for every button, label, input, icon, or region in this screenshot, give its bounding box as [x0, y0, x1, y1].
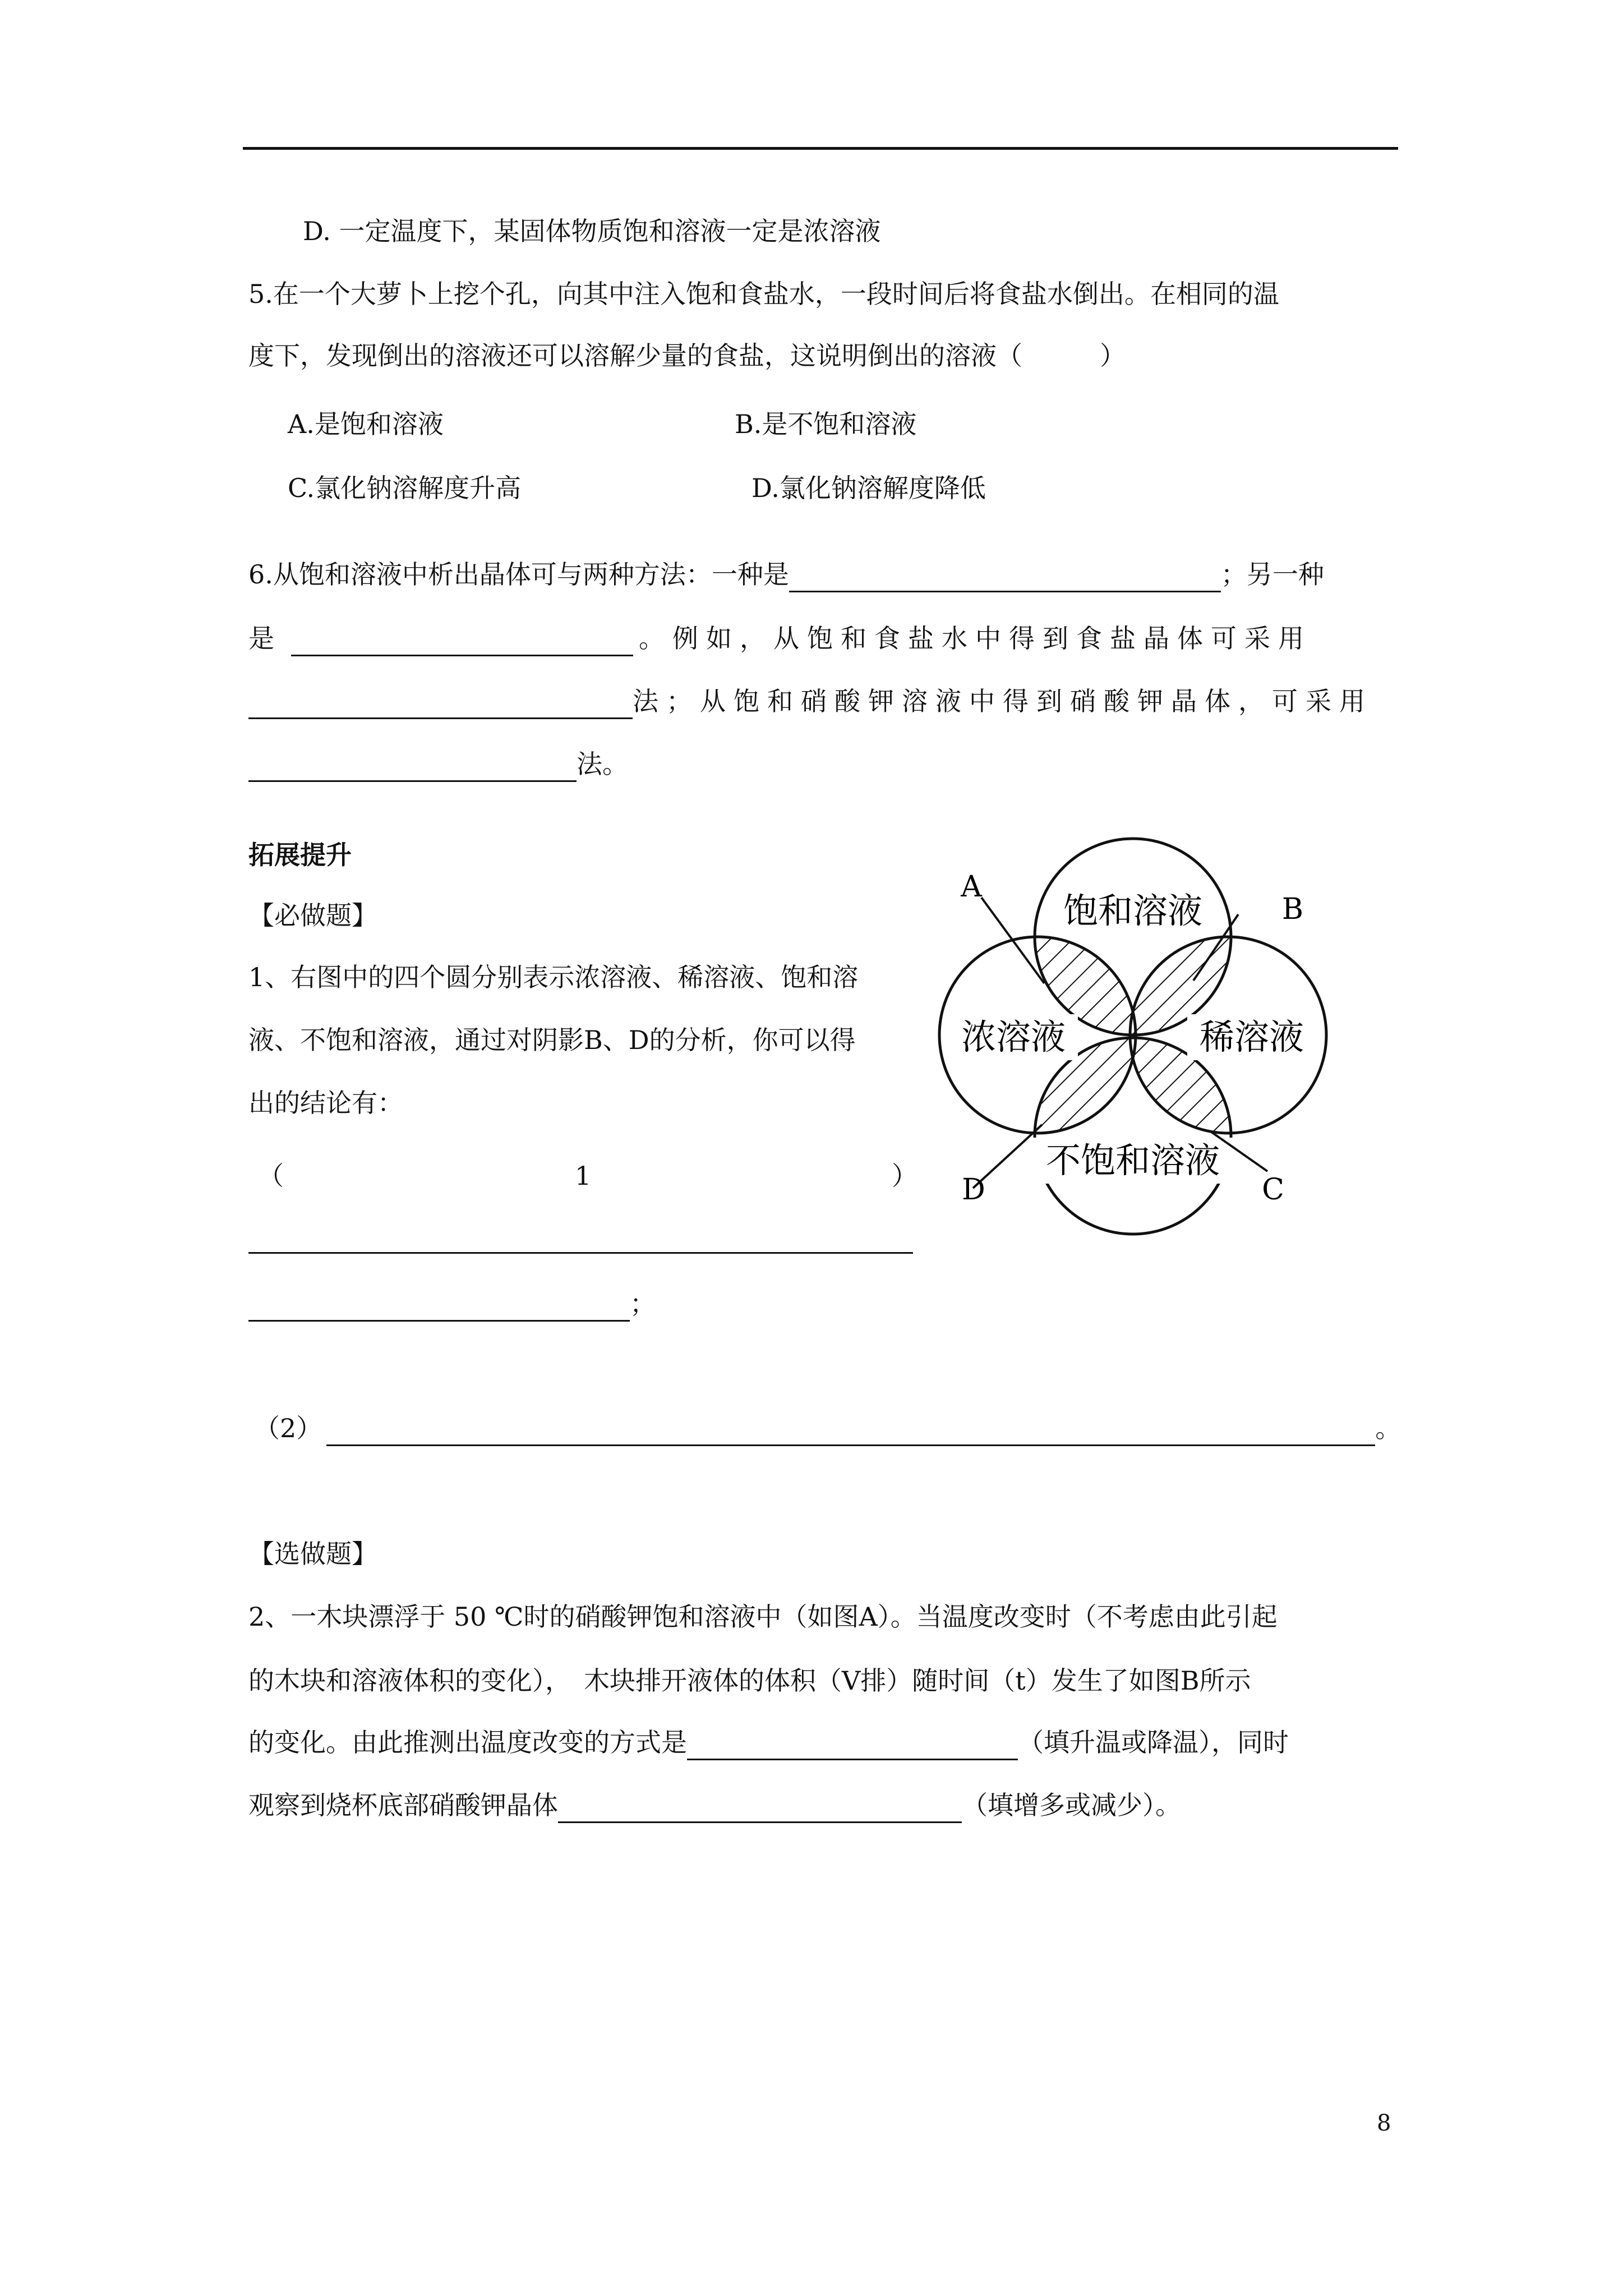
saturated-circle [1035, 839, 1231, 1035]
q1-answer-line-2[interactable] [248, 1292, 630, 1322]
q1-line-5 [248, 1286, 656, 1322]
q2-line3 [248, 1724, 1289, 1760]
q5-option-c: C.氯化钠溶解度升高 [288, 473, 522, 503]
pointer-d: D [962, 1173, 985, 1207]
q6-line1-text: 6.从饱和溶液中析出晶体可与两种方法：一种是 [248, 559, 789, 590]
q2-line3-text: 的变化。由此推测出温度改变的方式是 [248, 1727, 687, 1757]
label-concentrated: 浓溶液 [961, 1016, 1066, 1057]
q5-option-d: D.氯化钠溶解度降低 [751, 473, 986, 503]
q1-answer-line-1[interactable] [248, 1252, 913, 1254]
optional-label: 【选做题】 [248, 1539, 377, 1569]
label-dilute: 稀溶液 [1199, 1016, 1304, 1057]
q5-stem-line2: 度下，发现倒出的溶液还可以溶解少量的食盐，这说明倒出的溶液（ ） [248, 341, 1126, 371]
q1-item2-label: （2） [254, 1413, 322, 1443]
required-label: 【必做题】 [248, 900, 377, 931]
q1-paren-open: （ [258, 1161, 284, 1191]
q2-line4 [248, 1787, 1181, 1823]
q2-blank-1[interactable] [687, 1731, 1018, 1760]
q2-line2: 的木块和溶液体积的变化）， 木块排开液体的体积（V排）随时间（t）发生了如图B所示 [248, 1665, 1251, 1696]
q6-blank-1[interactable] [789, 563, 1221, 592]
q6-line3-tail: 法；从饱和硝酸钾溶液中得到硝酸钾晶体，可采用 [633, 686, 1373, 716]
q1-item2-end: 。 [1375, 1413, 1401, 1443]
pointer-b: B [1281, 892, 1304, 926]
q6-line2-head: 是 [248, 623, 274, 654]
q6-blank-3[interactable] [248, 689, 633, 719]
q6-blank-4[interactable] [248, 752, 577, 782]
q6-line4-tail: 法。 [577, 749, 628, 779]
q1-paren-close: ） [892, 1161, 917, 1191]
q2-line1: 2、一木块漂浮于 50 ℃时的硝酸钾饱和溶液中（如图A）。当温度改变时（不考虑由此引起 [248, 1602, 1278, 1632]
unsaturated-circle [1035, 1038, 1231, 1234]
q5-option-a: A.是饱和溶液 [288, 409, 444, 439]
label-saturated: 饱和溶液 [1063, 890, 1203, 931]
q6-line1-tail: ；另一种 [1220, 559, 1324, 590]
q6-line2 [248, 620, 1312, 656]
q5-stem-line1: 5.在一个大萝卜上挖个孔，向其中注入饱和食盐水，一段时间后将食盐水倒出。在相同的温 [248, 279, 1279, 309]
q1-item-number: 1 [575, 1161, 592, 1191]
q6-line2-tail: 。例如，从饱和食盐水中得到食盐晶体可采用 [639, 623, 1312, 654]
q1-line1: 1、右图中的四个圆分别表示浓溶液、稀溶液、饱和溶 [248, 962, 859, 992]
q1-line2: 液、不饱和溶液，通过对阴影B、D的分析，你可以得 [248, 1025, 856, 1055]
q4-option-d: D. 一定温度下，某固体物质饱和溶液一定是浓溶液 [303, 216, 881, 246]
q5-option-b: B.是不饱和溶液 [735, 409, 917, 439]
header-rule [243, 147, 1398, 150]
pointer-a: A [961, 870, 982, 904]
pointer-c: C [1262, 1173, 1284, 1207]
q1-answer-line-3[interactable] [326, 1416, 1375, 1446]
label-unsaturated: 不饱和溶液 [1045, 1140, 1220, 1181]
q6-line3 [248, 683, 1373, 719]
q1-line3: 出的结论有： [248, 1088, 403, 1118]
q1-item-2 [254, 1410, 1401, 1446]
page-number: 8 [1377, 2110, 1391, 2136]
q1-semicolon: ； [630, 1289, 656, 1319]
q6-line4 [248, 746, 628, 782]
q6-blank-2[interactable] [291, 627, 633, 656]
q2-line4-tail: （填增多或减少）。 [962, 1790, 1181, 1820]
q2-line4-text: 观察到烧杯底部硝酸钾晶体 [248, 1790, 558, 1820]
q2-line3-tail: （填升温或降温），同时 [1018, 1727, 1289, 1757]
venn-diagram [920, 825, 1346, 1251]
section-title: 拓展提升 [248, 840, 352, 870]
q2-blank-2[interactable] [558, 1793, 962, 1823]
q6-line1 [248, 556, 1324, 592]
